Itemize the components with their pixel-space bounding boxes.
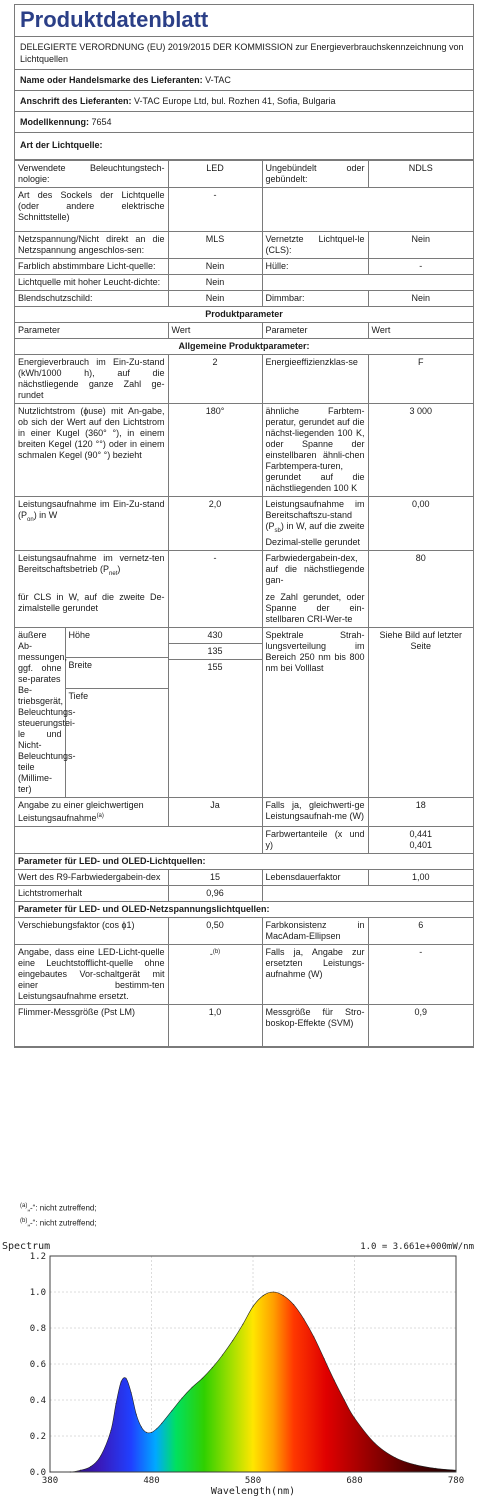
table-row xyxy=(15,797,473,826)
dimension-name: Höhe xyxy=(65,628,168,658)
spectrum-point xyxy=(136,1414,137,1415)
dimensions-cell xyxy=(15,627,168,797)
supplier-address-label: Anschrift des Lieferanten: xyxy=(20,96,132,106)
spectrum-point xyxy=(303,1318,304,1319)
param-value: Nein xyxy=(168,275,262,291)
param-value: Nein xyxy=(168,291,262,307)
x-tick-label: 380 xyxy=(41,1476,59,1486)
param-value: 180° xyxy=(168,404,262,497)
dimensions-subtable xyxy=(15,628,168,797)
param-label xyxy=(15,550,168,627)
table-row xyxy=(15,550,473,627)
spectrum-point xyxy=(222,1354,223,1355)
param-value: - xyxy=(368,259,473,275)
spectrum-point xyxy=(232,1340,233,1341)
param-label: Ungebündelt oder gebündelt: xyxy=(262,161,368,188)
supplier-name-value: V-TAC xyxy=(205,75,231,85)
spectrum-point xyxy=(171,1410,172,1411)
page-title: Produktdatenblatt xyxy=(15,5,473,37)
spectrum-point xyxy=(283,1295,284,1296)
product-data-sheet xyxy=(14,4,474,1048)
param-value: 80 xyxy=(368,550,473,627)
y-tick-label: 1.0 xyxy=(29,1288,46,1298)
param-value: 1,0 xyxy=(168,1004,262,1046)
spectrum-point xyxy=(324,1358,325,1359)
column-header-value: Wert xyxy=(168,323,262,339)
supplier-name-label: Name oder Handelsmarke des Lieferanten: xyxy=(20,75,203,85)
param-value-text: - xyxy=(209,948,213,959)
column-header-value: Wert xyxy=(368,323,473,339)
table-row xyxy=(15,869,473,885)
led-params-heading: Parameter für LED- und OLED-Lichtquellen: xyxy=(15,853,473,869)
x-tick-label: 780 xyxy=(447,1476,465,1486)
param-value: - xyxy=(368,944,473,1004)
table-row xyxy=(15,291,473,307)
param-label-text: Farbwiedergabein-dex, auf die nächstliegende gan- xyxy=(265,552,365,585)
spectrum-point xyxy=(49,1471,50,1472)
dimension-values-cell xyxy=(168,627,262,797)
spectrum-point xyxy=(126,1378,127,1379)
regulation-text: DELEGIERTE VERORDNUNG (EU) 2019/2015 DER KOMMISSION zur Energieverbrauchskennzeichnung von Lichtquellen xyxy=(15,37,473,70)
param-label xyxy=(262,550,368,627)
param-value: 0,96 xyxy=(168,885,262,901)
param-label-subscript: sb xyxy=(274,527,281,534)
param-label: Messgröße für Stro-boskop-Effekte (SVM) xyxy=(262,1004,368,1046)
param-value xyxy=(168,944,262,1004)
model-value: 7654 xyxy=(91,117,112,127)
param-label: ähnliche Farbtem-peratur, gerundet auf die nächst-liegenden 100 K, oder Spanne der einstellbaren ähnli-chen Farbtempera-turen, gerundet auf die nächstliegenden 100 K xyxy=(262,404,368,497)
param-value: F xyxy=(368,355,473,404)
y-tick-label: 0.4 xyxy=(29,1396,46,1406)
param-label: Verschiebungsfaktor (cos ɸ1) xyxy=(15,917,168,944)
param-label: Netzspannung/Nicht direkt an die Netzspannung angeschlos-sen: xyxy=(15,232,168,259)
spectrum-point xyxy=(293,1304,294,1305)
model-row xyxy=(15,112,473,133)
table-row xyxy=(15,188,473,232)
spectrum-point xyxy=(100,1455,101,1456)
param-label-continued: ze Zahl gerundet, oder Spanne der ein-stellbaren CRI-Wer-te xyxy=(265,591,365,624)
spectrum-point xyxy=(120,1381,121,1382)
section-heading-row xyxy=(15,307,473,323)
param-label-continued: für CLS in W, auf die zweite De-zimalstelle gerundet xyxy=(18,591,165,613)
param-label-text: Angabe zu einer gleichwertigen Leistungsaufnahme xyxy=(18,799,144,823)
param-label: Art des Sockels der Lichtquelle (oder andere elektrische Schnittstelle) xyxy=(15,188,168,232)
spectrum-point xyxy=(110,1430,111,1431)
section-heading-row xyxy=(15,853,473,869)
spectrum-point xyxy=(202,1378,203,1379)
param-value: NDLS xyxy=(368,161,473,188)
param-label: Dimmbar: xyxy=(262,291,368,307)
column-header-param: Parameter xyxy=(15,323,168,339)
param-label-text: ) xyxy=(117,563,121,574)
param-label-text: Leistungsaufnahme im vernetz-ten Bereitschaftsbetrieb (P xyxy=(18,552,165,574)
table-row xyxy=(15,885,473,901)
spectrum-point xyxy=(242,1324,243,1325)
table-row xyxy=(15,917,473,944)
param-label: Farblich abstimmbare Licht-quelle: xyxy=(15,259,168,275)
footnote-mark: (a) xyxy=(20,1203,28,1209)
param-label: Verwendete Beleuchtungstech-nologie: xyxy=(15,161,168,188)
empty-cell xyxy=(262,188,473,232)
param-label xyxy=(262,497,368,551)
param-label: Vernetzte Lichtquel-le (CLS): xyxy=(262,232,368,259)
table-row xyxy=(15,627,473,797)
x-tick-label: 680 xyxy=(346,1476,363,1486)
spectrum-point xyxy=(80,1470,81,1471)
chart-annotation: 1.0 = 3.661e+000mW/nm xyxy=(360,1242,474,1252)
general-params-heading: Allgemeine Produktparameter: xyxy=(15,339,473,355)
spectrum-chart xyxy=(0,1238,488,1500)
spectrum-point xyxy=(334,1380,335,1381)
dimensions-label: äußere Ab-messungen, ggf. ohne se-parates Be-triebsgerät, Beleuchtungs-steuerungstei-le und Nicht-Beleuchtungs-teile (Millime-ter) xyxy=(15,628,65,797)
column-header-param: Parameter xyxy=(262,323,368,339)
x-tick-label: 580 xyxy=(244,1476,262,1486)
footnote-text: „-“: nicht zutreffend; xyxy=(27,1203,97,1213)
empty-cell xyxy=(262,885,473,901)
table-row xyxy=(15,497,473,551)
dimension-name: Tiefe xyxy=(65,689,168,719)
param-value: 2,0 xyxy=(168,497,262,551)
spectrum-point xyxy=(146,1432,147,1433)
table-row xyxy=(15,275,473,291)
spectrum-point xyxy=(374,1443,375,1444)
param-value: Nein xyxy=(368,232,473,259)
param-label: Lebensdauerfaktor xyxy=(262,869,368,885)
param-label xyxy=(15,497,168,551)
mains-params-heading: Parameter für LED- und OLED-Netzspannungslichtquellen: xyxy=(15,901,473,917)
table-row xyxy=(15,161,473,188)
spectrum-point xyxy=(192,1387,193,1388)
spectrum-point xyxy=(161,1423,162,1424)
param-value: - xyxy=(168,550,262,627)
spectrum-point xyxy=(415,1464,416,1465)
param-label-text: Leistungsaufnahme im Ein-Zu-stand (P xyxy=(18,499,165,520)
table-row xyxy=(15,1004,473,1046)
param-label: Falls ja, gleichwerti-ge Leistungsaufnah-me (W) xyxy=(262,797,368,826)
footnote-a xyxy=(20,1201,97,1214)
param-label-text: ) in W, auf die zweite Dezimal-stelle gerundet xyxy=(265,521,365,547)
y-tick-label: 0.8 xyxy=(29,1324,46,1334)
table-row xyxy=(15,944,473,1004)
param-value: 0,50 xyxy=(168,917,262,944)
spectrum-point xyxy=(273,1291,274,1292)
param-value xyxy=(368,826,473,853)
spectrum-point xyxy=(313,1336,314,1337)
footnote-mark: (b) xyxy=(20,1218,28,1224)
spectrum-point xyxy=(212,1367,213,1368)
x-axis-label: Wavelength(nm) xyxy=(210,1486,296,1497)
param-value: Nein xyxy=(168,259,262,275)
section-heading-row xyxy=(15,339,473,355)
dimension-value: 135 xyxy=(169,644,262,660)
spectrum-point xyxy=(344,1399,345,1400)
table-row xyxy=(15,259,473,275)
dimension-name: Breite xyxy=(65,658,168,689)
param-label: Blendschutzschild: xyxy=(15,291,168,307)
y-axis-label: Spectrum xyxy=(2,1241,51,1252)
param-label xyxy=(15,797,168,826)
footnote-b xyxy=(20,1216,97,1229)
supplier-address-value: V-TAC Europe Ltd, bul. Rozhen 41, Sofia, Bulgaria xyxy=(134,96,336,106)
spectrum-point xyxy=(455,1470,456,1471)
param-value: Nein xyxy=(368,291,473,307)
param-label-subscript: on xyxy=(27,516,34,523)
spectrum-point xyxy=(181,1398,182,1399)
param-label: Nutzlichtstrom (ɸuse) mit An-gabe, ob sich der Wert auf den Lichtstrom in einer Kugel (360° °), in einem breiten Kegel (120 °°) oder in einem schmalen Kegel (90° °) bezieht xyxy=(15,404,168,497)
section-heading-row xyxy=(15,901,473,917)
y-tick-label: 0.6 xyxy=(29,1360,46,1370)
param-value: MLS xyxy=(168,232,262,259)
param-label: Wert des R9-Farbwiedergabein-dex xyxy=(15,869,168,885)
param-label: Angabe, dass eine LED-Licht-quelle eine Leuchtstofflicht-quelle ohne eingebautes Vor-schaltgerät mit einer bestimm-ten Leistungsaufnahme ersetzt. xyxy=(15,944,168,1004)
empty-cell xyxy=(262,275,473,291)
product-params-heading: Produktparameter xyxy=(15,307,473,323)
spectrum-point xyxy=(70,1471,71,1472)
empty-cell xyxy=(65,719,168,797)
param-label: Falls ja, Angabe zur ersetzten Leistungs-aufnahme (W) xyxy=(262,944,368,1004)
dimension-value: 155 xyxy=(207,661,223,672)
spectrum-point xyxy=(395,1457,396,1458)
spectrum-point xyxy=(90,1466,91,1467)
light-source-heading: Art der Lichtquelle: xyxy=(15,133,473,160)
param-label: Farbkonsistenz in MacAdam-Ellipsen xyxy=(262,917,368,944)
param-value: - xyxy=(168,188,262,232)
param-label: Energieeffizienzklas-se xyxy=(262,355,368,404)
y-tick-label: 0.0 xyxy=(29,1468,46,1478)
param-value: Siehe Bild auf letzter Seite xyxy=(368,627,473,797)
param-value: 1,00 xyxy=(368,869,473,885)
table-row xyxy=(15,826,473,853)
y-tick-label: 0.2 xyxy=(29,1432,46,1442)
spectrum-point xyxy=(354,1417,355,1418)
param-label: Spektrale Strah-lungsverteilung im Bereich 250 nm bis 800 nm bei Volllast xyxy=(262,627,368,797)
table-row xyxy=(15,404,473,497)
dimension-value: 430 xyxy=(169,628,262,644)
param-label: Lichtstromerhalt xyxy=(15,885,168,901)
supplier-name-row xyxy=(15,70,473,91)
param-value: 15 xyxy=(168,869,262,885)
empty-cell xyxy=(15,826,262,853)
param-label-subscript: net xyxy=(109,570,118,577)
table-row xyxy=(15,232,473,259)
x-tick-label: 480 xyxy=(143,1476,160,1486)
param-label: Flimmer-Messgröße (Pst LM) xyxy=(15,1004,168,1046)
spectrum-point xyxy=(115,1403,116,1404)
spectrum-point xyxy=(131,1392,132,1393)
param-label-text: Leistungsaufnahme im Bereitschaftszu-stand (P xyxy=(265,499,365,531)
spectrum-point xyxy=(151,1432,152,1433)
param-value: 3 000 xyxy=(368,404,473,497)
param-value: Ja xyxy=(168,797,262,826)
spectrum-point xyxy=(252,1306,253,1307)
footnote-mark: (b) xyxy=(212,948,221,955)
footnote-mark: (a) xyxy=(96,812,104,819)
light-source-table xyxy=(15,160,473,1047)
spectrum-point xyxy=(156,1428,157,1429)
param-label: Lichtquelle mit hoher Leucht-dichte: xyxy=(15,275,168,291)
spectrum-point xyxy=(263,1295,264,1296)
param-value: 6 xyxy=(368,917,473,944)
param-label-text: ) in W xyxy=(33,510,58,520)
param-label: Energieverbrauch im Ein-Zu-stand (kWh/1000 h), auf die nächstliegende ganze Zahl ge-rundet xyxy=(15,355,168,404)
param-value: 0,9 xyxy=(368,1004,473,1046)
table-row xyxy=(15,355,473,404)
param-label: Farbwertanteile (x und y) xyxy=(262,826,368,853)
supplier-address-row xyxy=(15,91,473,112)
model-label: Modellkennung: xyxy=(20,117,89,127)
param-value: 2 xyxy=(168,355,262,404)
footnote-text: „-“: nicht zutreffend; xyxy=(27,1218,97,1228)
spectrum-point xyxy=(141,1426,142,1427)
y-tick-label: 1.2 xyxy=(29,1252,46,1262)
spectrum-point xyxy=(435,1468,436,1469)
param-value: LED xyxy=(168,161,262,188)
param-label: Hülle: xyxy=(262,259,368,275)
table-header-row xyxy=(15,323,473,339)
param-value: 0,00 xyxy=(368,497,473,551)
chromaticity-y: 0,401 xyxy=(409,839,433,850)
param-value: 18 xyxy=(368,797,473,826)
chromaticity-x: 0,441 xyxy=(409,828,433,839)
